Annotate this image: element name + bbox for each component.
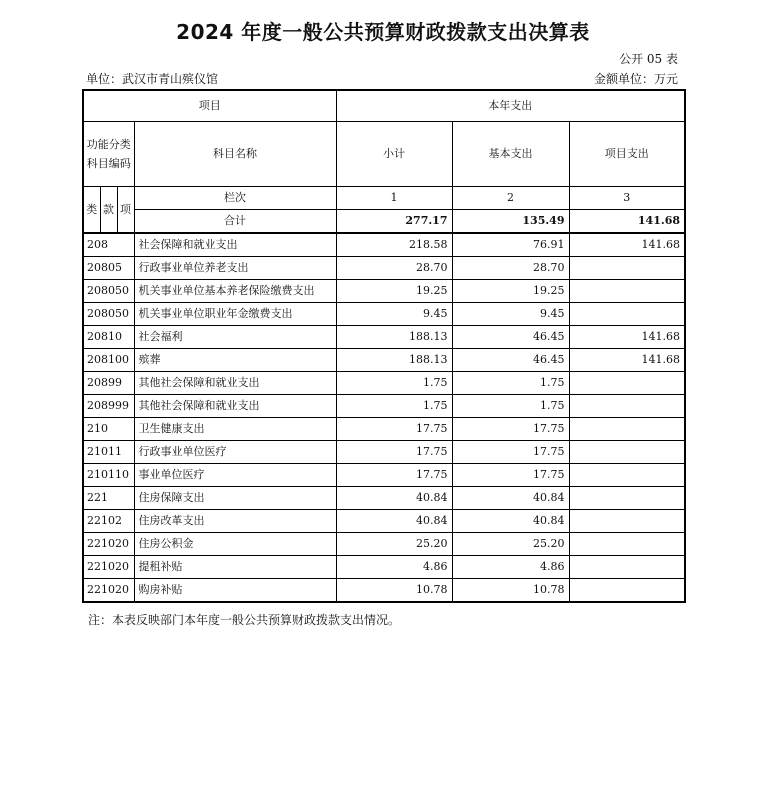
row-project [569, 464, 685, 487]
total-project: 141.68 [569, 210, 685, 234]
table-row [83, 280, 685, 303]
header-subject-name: 科目名称 [134, 122, 336, 187]
row-subject-name: 其他社会保障和就业支出 [134, 372, 336, 395]
row-code: 20899 [83, 372, 134, 395]
row-code: 221020 [83, 556, 134, 579]
table-row [83, 233, 685, 257]
row-subject-name: 社会福利 [134, 326, 336, 349]
form-code: 公开 05 表 [619, 52, 678, 66]
header-col2: 2 [452, 187, 569, 210]
row-subject-name: 卫生健康支出 [134, 418, 336, 441]
row-code: 208999 [83, 395, 134, 418]
row-project: 141.68 [569, 233, 685, 257]
row-subtotal: 25.20 [336, 533, 452, 556]
table-row [83, 326, 685, 349]
header-subtotal: 小计 [336, 122, 452, 187]
header-xiang: 项 [117, 187, 134, 234]
row-subject-name: 住房公积金 [134, 533, 336, 556]
unit-name: 单位：武汉市青山殡仪馆 [86, 72, 219, 86]
row-subtotal: 1.75 [336, 372, 452, 395]
row-subtotal: 188.13 [336, 349, 452, 372]
row-subject-name: 提租补贴 [134, 556, 336, 579]
row-code: 20805 [83, 257, 134, 280]
row-basic: 1.75 [452, 372, 569, 395]
row-subtotal: 218.58 [336, 233, 452, 257]
row-subject-name: 事业单位医疗 [134, 464, 336, 487]
row-basic: 25.20 [452, 533, 569, 556]
row-basic: 76.91 [452, 233, 569, 257]
row-basic: 17.75 [452, 441, 569, 464]
header-row-1 [83, 90, 685, 122]
row-code: 208 [83, 233, 134, 257]
row-basic: 1.75 [452, 395, 569, 418]
row-basic: 19.25 [452, 280, 569, 303]
table-row [83, 372, 685, 395]
table-row [83, 487, 685, 510]
row-code: 208050 [83, 280, 134, 303]
row-subtotal: 1.75 [336, 395, 452, 418]
row-project: 141.68 [569, 349, 685, 372]
table-row [83, 556, 685, 579]
table-row [83, 533, 685, 556]
header-item: 项目 [83, 90, 336, 122]
header-lanci: 栏次 [134, 187, 336, 210]
row-code: 221020 [83, 533, 134, 556]
row-subtotal: 17.75 [336, 441, 452, 464]
row-project [569, 487, 685, 510]
row-code: 210 [83, 418, 134, 441]
total-basic: 135.49 [452, 210, 569, 234]
row-subtotal: 40.84 [336, 487, 452, 510]
row-subtotal: 28.70 [336, 257, 452, 280]
row-subtotal: 17.75 [336, 464, 452, 487]
row-project [569, 303, 685, 326]
row-basic: 40.84 [452, 487, 569, 510]
row-project [569, 556, 685, 579]
row-project [569, 280, 685, 303]
header-row-3 [83, 187, 685, 210]
row-subtotal: 19.25 [336, 280, 452, 303]
header-current-year: 本年支出 [336, 90, 685, 122]
row-basic: 46.45 [452, 326, 569, 349]
row-subject-name: 行政事业单位医疗 [134, 441, 336, 464]
row-project [569, 257, 685, 280]
expenditure-table [82, 89, 686, 603]
row-subtotal: 10.78 [336, 579, 452, 603]
row-subtotal: 188.13 [336, 326, 452, 349]
row-code: 221020 [83, 579, 134, 603]
row-project [569, 533, 685, 556]
page-title: 2024 年度一般公共预算财政拨款支出决算表 [176, 20, 590, 44]
row-code: 22102 [83, 510, 134, 533]
row-subtotal: 17.75 [336, 418, 452, 441]
header-kuan: 款 [100, 187, 117, 234]
row-basic: 46.45 [452, 349, 569, 372]
total-label: 合计 [134, 210, 336, 234]
header-row-2 [83, 122, 685, 187]
row-project [569, 372, 685, 395]
row-subject-name: 机关事业单位职业年金缴费支出 [134, 303, 336, 326]
table-row [83, 349, 685, 372]
header-basic: 基本支出 [452, 122, 569, 187]
row-subject-name: 住房改革支出 [134, 510, 336, 533]
row-subtotal: 9.45 [336, 303, 452, 326]
row-code: 208100 [83, 349, 134, 372]
row-subject-name: 机关事业单位基本养老保险缴费支出 [134, 280, 336, 303]
row-project [569, 579, 685, 603]
row-project [569, 418, 685, 441]
header-project: 项目支出 [569, 122, 685, 187]
table-row [83, 395, 685, 418]
table-row [83, 510, 685, 533]
table-row [83, 464, 685, 487]
row-basic: 9.45 [452, 303, 569, 326]
header-lei: 类 [83, 187, 100, 234]
row-project [569, 395, 685, 418]
row-project [569, 441, 685, 464]
row-code: 208050 [83, 303, 134, 326]
row-project: 141.68 [569, 326, 685, 349]
row-basic: 17.75 [452, 464, 569, 487]
table-row [83, 441, 685, 464]
total-subtotal: 277.17 [336, 210, 452, 234]
row-subject-name: 社会保障和就业支出 [134, 233, 336, 257]
row-code: 210110 [83, 464, 134, 487]
header-col3: 3 [569, 187, 685, 210]
row-basic: 40.84 [452, 510, 569, 533]
row-project [569, 510, 685, 533]
table-row [83, 579, 685, 603]
header-col1: 1 [336, 187, 452, 210]
row-basic: 4.86 [452, 556, 569, 579]
row-subject-name: 其他社会保障和就业支出 [134, 395, 336, 418]
table-row [83, 418, 685, 441]
header-func-code: 功能分类科目编码 [83, 122, 134, 187]
row-code: 21011 [83, 441, 134, 464]
row-subtotal: 40.84 [336, 510, 452, 533]
amount-unit: 金额单位：万元 [593, 72, 678, 86]
row-subject-name: 殡葬 [134, 349, 336, 372]
table-row [83, 303, 685, 326]
row-subtotal: 4.86 [336, 556, 452, 579]
row-basic: 28.70 [452, 257, 569, 280]
row-subject-name: 购房补贴 [134, 579, 336, 603]
table-row [83, 257, 685, 280]
total-row [83, 210, 685, 234]
row-subject-name: 住房保障支出 [134, 487, 336, 510]
footnote: 注：本表反映部门本年度一般公共预算财政拨款支出情况。 [88, 613, 401, 627]
row-basic: 10.78 [452, 579, 569, 603]
row-basic: 17.75 [452, 418, 569, 441]
row-code: 20810 [83, 326, 134, 349]
row-subject-name: 行政事业单位养老支出 [134, 257, 336, 280]
row-code: 221 [83, 487, 134, 510]
